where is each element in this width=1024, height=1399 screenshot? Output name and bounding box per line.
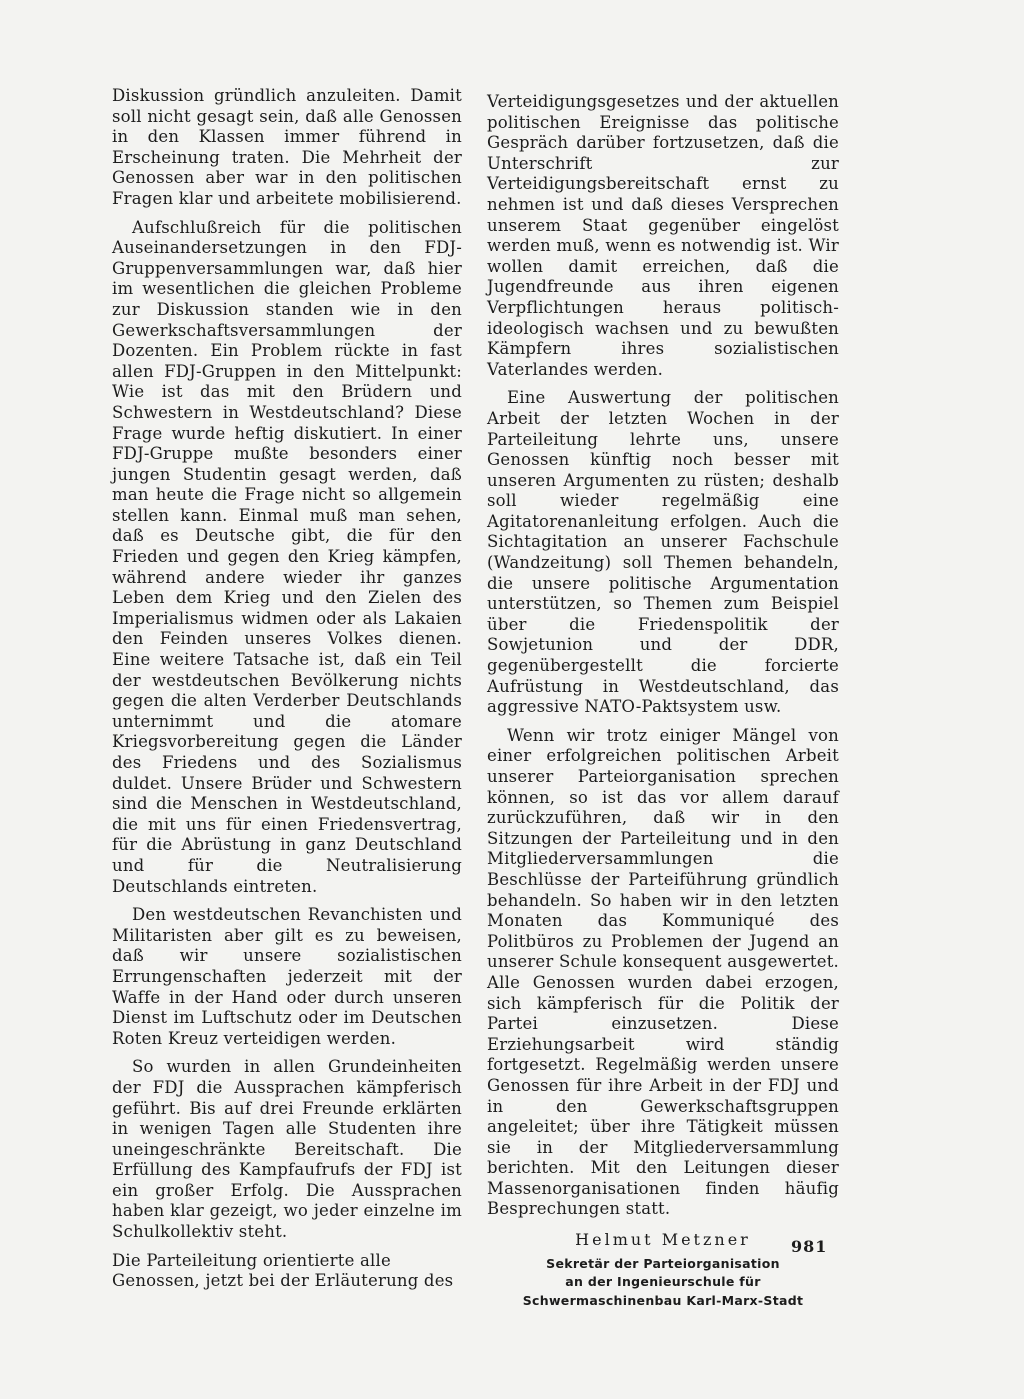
- paragraph-left-1: Diskussion gründlich anzuleiten. Damit soll nicht gesagt sein, daß alle Genossen in den Klassen immer führend in Erscheinung traten. Die Mehrheit der Genossen aber war in den politischen Fragen klar und arbeitete mobilisierend.: [112, 86, 462, 208]
- right-column: [487, 92, 839, 1310]
- left-column: [112, 86, 462, 1300]
- paragraph-right-1: Verteidigungsgesetzes und der aktuellen politischen Ereignisse das politische Gespräch darüber fortzusetzen, daß die Unterschrift zur Verteidigungsbereitschaft ernst zu nehmen ist und daß dieses Versprechen unserem Staat gegenüber eingelöst werden muß, wenn es notwendig ist. Wir wollen damit erreichen, daß die Jugendfreunde aus ihren eigenen Verpflichtungen heraus politisch-ideologisch wachsen und zu bewußten Kämpfern ihres sozialistischen Vaterlandes werden.: [487, 92, 839, 379]
- paragraph-left-2: Aufschlußreich für die politischen Auseinandersetzungen in den FDJ-Gruppenversammlungen war, daß hier im wesentlichen die gleichen Probleme zur Diskussion standen wie in den Gewerkschaftsversammlungen der Dozenten. Ein Problem rückte in fast allen FDJ-Gruppen in den Mittelpunkt: Wie ist das mit den Brüdern und Schwestern in Westdeutschland? Diese Frage wurde heftig diskutiert. In einer FDJ-Gruppe mußte besonders einer jungen Studentin gesagt werden, daß man heute die Frage nicht so allgemein stellen kann. Einmal muß man sehen, daß es Deutsche gibt, die für den Frieden und gegen den Krieg kämpfen, während andere wieder ihr ganzes Leben dem Krieg und den Zielen des Imperialismus widmen oder als Lakaien den Feinden unseres Volkes dienen. Eine weitere Tatsache ist, daß ein Teil der westdeutschen Bevölkerung nichts gegen die alten Verderber Deutschlands unternimmt und die atomare Kriegsvorbereitung gegen die Länder des Friedens und des Sozialismus duldet. Unsere Brüder und Schwestern sind die Menschen in Westdeutschland, die mit uns für einen Friedensvertrag, für die Abrüstung in ganz Deutschland und für die Neutralisierung Deutschlands eintreten.: [112, 217, 462, 896]
- paragraph-left-3: Den westdeutschen Revanchisten und Militaristen aber gilt es zu beweisen, daß wir unsere sozialistischen Errungenschaften jederzeit mit der Waffe in der Hand oder durch unseren Dienst im Luftschutz oder im Deutschen Roten Kreuz verteidigen werden.: [112, 905, 462, 1048]
- author-title-line-2: an der Ingenieurschule für: [565, 1274, 761, 1290]
- paragraph-left-5: Die Parteileitung orientierte alle Genossen, jetzt bei der Erläuterung des: [112, 1250, 454, 1291]
- paragraph-right-2: Eine Auswertung der politischen Arbeit der letzten Wochen in der Parteileitung lehrte uns, unsere Genossen künftig noch besser mit unseren Argumenten zu rüsten; deshalb soll wieder regelmäßig eine Agitatorenanleitung erfolgen. Auch die Sichtagitation an unserer Fachschule (Wandzeitung) soll Themen behandeln, die unsere politische Argumentation unterstützen, so Themen zum Beispiel über die Friedenspolitik der Sowjetunion und der DDR, gegenübergestellt die forcierte Aufrüstung in Westdeutschland, das aggressive NATO-Paktsystem usw.: [487, 388, 839, 717]
- author-name: Helmut Metzner: [575, 1230, 751, 1250]
- page-number: 981: [791, 1237, 828, 1256]
- author-signature: [487, 1230, 839, 1310]
- paragraph-right-3: Wenn wir trotz einiger Mängel von einer erfolgreichen politischen Arbeit unserer Parteiorganisation sprechen können, so ist das vor allem darauf zurückzuführen, daß wir in den Sitzungen der Parteileitung und in den Mitgliederversammlungen die Beschlüsse der Parteiführung gründlich behandeln. So haben wir in den letzten Monaten das Kommuniqué des Politbüros zu Problemen der Jugend an unserer Schule konsequent ausgewertet. Alle Genossen wurden dabei erzogen, sich kämpferisch für die Politik der Partei einzusetzen. Diese Erziehungsarbeit wird ständig fortgesetzt. Regelmäßig werden unsere Genossen für ihre Arbeit in der FDJ und in den Gewerkschaftsgruppen angeleitet; über ihre Tätigkeit müssen sie in der Mitgliederversammlung berichten. Mit den Leitungen dieser Massenorganisationen finden häufig Besprechungen statt.: [487, 725, 839, 1219]
- author-title-line-1: Sekretär der Parteiorganisation: [546, 1255, 780, 1271]
- paragraph-left-4: So wurden in allen Grundeinheiten der FDJ die Aussprachen kämpferisch geführt. Bis auf drei Freunde erklärten in wenigen Tagen alle Studenten ihre uneingeschränkte Bereitschaft. Die Erfüllung des Kampfaufrufs der FDJ ist ein großer Erfolg. Die Aussprachen haben klar gezeigt, wo jeder einzelne im Schulkollektiv steht.: [112, 1057, 462, 1242]
- author-title-line-3: Schwermaschinenbau Karl-Marx-Stadt: [522, 1292, 804, 1308]
